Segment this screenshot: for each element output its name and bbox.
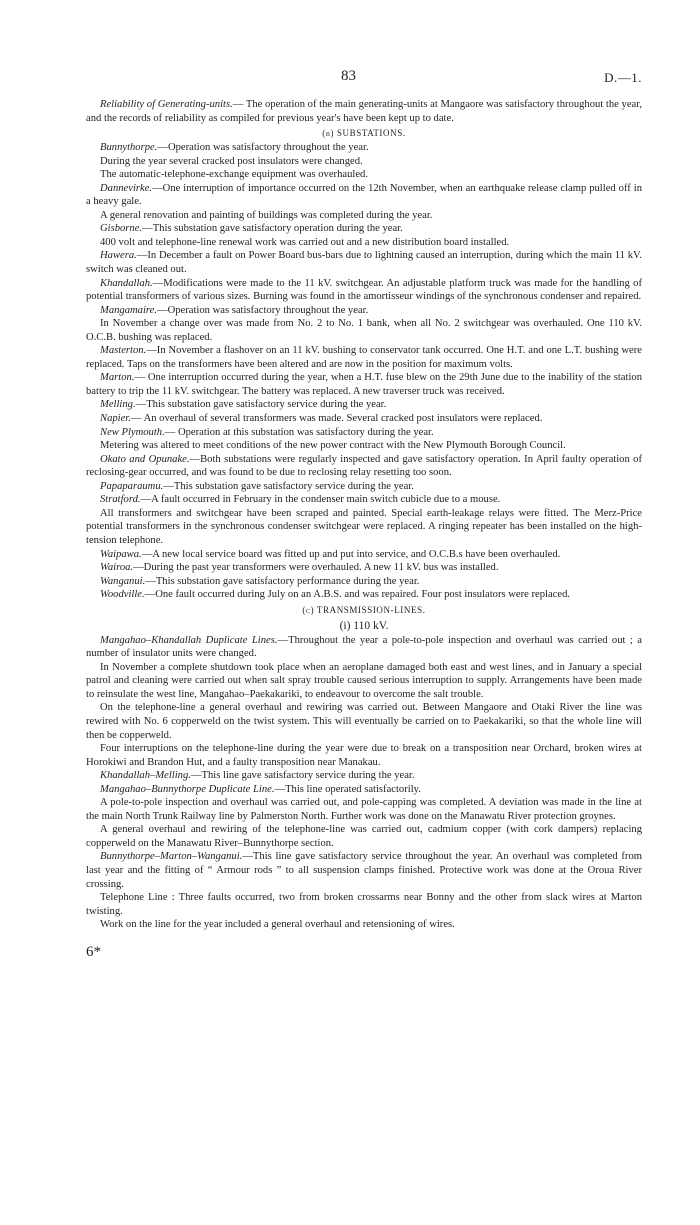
document-page bbox=[86, 68, 642, 961]
paragraph bbox=[86, 823, 642, 850]
paragraph bbox=[86, 783, 642, 797]
paragraph bbox=[86, 249, 642, 276]
paragraph bbox=[86, 98, 642, 125]
paragraph-text: —Modifications were made to the 11 kV. switchgear. An adjustable platform truck was made for the handling of potential transformers of various sizes. Burning was found in the amortisseur windings of the synchronous condenser and repaired. bbox=[86, 277, 642, 303]
paragraph-text: —Both substations were regularly inspected and gave satisfactory operation. In April faulty operation of reclosing-gear occurred, and was found to be due to reclosing relay resetting too soon. bbox=[86, 453, 642, 479]
paragraph-lead: Wairoa. bbox=[100, 562, 134, 574]
paragraph-text: —During the past year transformers were overhauled. A new 11 kV. bus was installed. bbox=[133, 562, 499, 574]
paragraph-text: —This line operated satisfactorily. bbox=[274, 783, 421, 795]
paragraph-lead: Dannevirke. bbox=[100, 182, 153, 194]
paragraph bbox=[86, 182, 642, 209]
paragraph-lead: Mangamaire. bbox=[100, 304, 157, 316]
paragraph-lead: Khandallah–Melling. bbox=[100, 770, 191, 782]
body-text bbox=[86, 98, 642, 932]
paragraph-text: —One interruption of importance occurred on the 12th November, when an earthquake release clamp pulled off in a heavy gale. bbox=[86, 182, 642, 208]
paragraph-text: During the year several cracked post insulators were changed. bbox=[100, 155, 363, 167]
paragraph bbox=[86, 742, 642, 769]
page-number: 83 bbox=[341, 68, 356, 84]
paragraph-text: Four interruptions on the telephone-line during the year were due to break on a transposition near Orchard, broken wires at Horokiwi and Brandon Hut, and a faulty transposition near Manakau. bbox=[86, 743, 642, 768]
paragraph bbox=[86, 918, 642, 932]
paragraph-text: Telephone Line : Three faults occurred, two from broken crossarms near Bonny and the other from slack wires at Marton twisting. bbox=[86, 892, 642, 917]
paragraph bbox=[86, 493, 642, 507]
paragraph-text: —Operation was satisfactory throughout the year. bbox=[157, 142, 369, 154]
paragraph-text: In November a change over was made from No. 2 to No. 1 bank, when all No. 2 switchgear was overhauled. One 110 kV. O.C.B. bushing was replaced. bbox=[86, 318, 642, 343]
paragraph-text: —Operation was satisfactory throughout the year. bbox=[156, 304, 369, 316]
paragraph-text: Metering was altered to meet conditions of the new power contract with the New Plymouth Borough Council. bbox=[100, 440, 566, 452]
paragraph bbox=[86, 548, 642, 562]
paragraph-text: 400 volt and telephone-line renewal work was carried out and a new distribution board installed. bbox=[100, 236, 510, 248]
paragraph bbox=[86, 588, 642, 602]
paragraph bbox=[86, 561, 642, 575]
paragraph-text: — Operation at this substation was satisfactory during the year. bbox=[164, 426, 434, 438]
paragraph-lead: Papaparaumu. bbox=[100, 480, 164, 492]
paragraph-text: —A fault occurred in February in the condenser main switch cubicle due to a mouse. bbox=[140, 494, 501, 506]
paragraph-text: Work on the line for the year included a general overhaul and retensioning of wires. bbox=[100, 919, 455, 931]
paragraph-lead: Khandallah. bbox=[100, 277, 153, 289]
paragraph-text: —This line gave satisfactory service throughout the year. An overhaul was completed from last year and the fitting of “ Armour rods ” to all suspension clamps finished. Protective work was done at the Oroua River crossing. bbox=[86, 851, 642, 890]
paragraph-lead: Napier. bbox=[100, 413, 131, 425]
paragraph bbox=[86, 575, 642, 589]
subsection-heading: (i) 110 kV. bbox=[339, 619, 389, 632]
paragraph bbox=[86, 412, 642, 426]
paragraph-text: — One interruption occurred during the year, when a H.T. fuse blew on the 29th June due to the inability of the station battery to trip the 11 kV. switchgear. The battery was replaced. A new traverser truck was received. bbox=[86, 372, 642, 397]
paragraph-lead: Masterton. bbox=[100, 345, 147, 357]
paragraph bbox=[86, 507, 642, 548]
paragraph-lead: Waipawa. bbox=[100, 548, 142, 560]
paragraph-text: —One fault occurred during July on an A.B.S. and was repaired. Four post insulators were replaced. bbox=[144, 589, 571, 601]
paragraph-text: On the telephone-line a general overhaul and rewiring was carried out. Between Mangaore and Otaki River the line was rewired with No. 6 copperweld on the twist system. This will eventually be carried on to Paekakariki, so that the whole line will then be copperweld. bbox=[86, 702, 642, 741]
paragraph-text: — The operation of the main generating-units at Mangaore was satisfactory throughout the year, and the records of reliability as compiled for previous year's have been kept up to date. bbox=[86, 99, 642, 124]
paragraph-text: —This substation gave satisfactory service during the year. bbox=[135, 399, 387, 411]
paragraph bbox=[86, 344, 642, 371]
paragraph-text: —In November a flashover on an 11 kV. bushing to conservator tank occurred. One H.T. and one L.T. bushing were replaced. Taps on the transformers have been altered and are now in the position for maximum volts. bbox=[86, 345, 642, 370]
paragraph-text: A pole-to-pole inspection and overhaul was carried out, and pole-capping was completed. A deviation was made in the line at the main North Trunk Railway line by Palmerston North. Further work was done on the Manawatu River protection groynes. bbox=[86, 797, 642, 822]
paragraph-text: A general renovation and painting of buildings was completed during the year. bbox=[100, 209, 433, 221]
paragraph bbox=[86, 317, 642, 344]
paragraph-text: —In December a fault on Power Board bus-bars due to lightning caused an interruption, during which the main 11 kV. switch was cleaned out. bbox=[86, 250, 642, 276]
paragraph-lead: Stratford. bbox=[100, 494, 141, 506]
paragraph-text: —Throughout the year a pole-to-pole inspection and overhaul was carried out ; a number of insulator units were changed. bbox=[86, 634, 642, 660]
signature-mark: 6* bbox=[86, 943, 101, 960]
paragraph bbox=[86, 661, 642, 702]
paragraph bbox=[86, 141, 642, 155]
paragraph-text: —This substation gave satisfactory operation during the year. bbox=[142, 223, 403, 235]
paragraph-text: —This substation gave satisfactory service during the year. bbox=[163, 480, 414, 492]
document-reference: D.—1. bbox=[604, 70, 642, 85]
paragraph-lead: Melling. bbox=[100, 399, 136, 411]
paragraph-lead: Woodville. bbox=[100, 589, 145, 601]
paragraph-text: — An overhaul of several transformers was made. Several cracked post insulators were replaced. bbox=[130, 413, 543, 425]
section-heading-text: (b) SUBSTATIONS. bbox=[322, 128, 406, 139]
paragraph bbox=[86, 480, 642, 494]
paragraph-lead: Bunnythorpe. bbox=[100, 142, 158, 154]
paragraph bbox=[86, 304, 642, 318]
paragraph bbox=[86, 398, 642, 412]
paragraph bbox=[86, 222, 642, 236]
paragraph-text: —This line gave satisfactory service during the year. bbox=[190, 770, 415, 782]
section-heading-text: (c) TRANSMISSION-LINES. bbox=[302, 604, 426, 615]
page-header bbox=[86, 68, 642, 98]
paragraph-text: —A new local service board was fitted up and put into service, and O.C.B.s have been overhauled. bbox=[141, 548, 561, 560]
paragraph bbox=[86, 209, 642, 223]
paragraph bbox=[86, 796, 642, 823]
paragraph bbox=[86, 155, 642, 169]
paragraph-lead: Okato and Opunake. bbox=[100, 453, 190, 465]
paragraph bbox=[86, 891, 642, 918]
paragraph bbox=[86, 701, 642, 742]
paragraph-text: —This substation gave satisfactory performance during the year. bbox=[145, 575, 420, 587]
paragraph-lead: Hawera. bbox=[100, 250, 137, 262]
paragraph bbox=[86, 634, 642, 661]
paragraph-lead: Bunnythorpe–Marton–Wanganui. bbox=[100, 851, 243, 863]
section-heading bbox=[86, 126, 642, 140]
paragraph bbox=[86, 769, 642, 783]
paragraph bbox=[86, 277, 642, 304]
paragraph-lead: Mangahao–Bunnythorpe Duplicate Line. bbox=[100, 783, 275, 795]
section-heading bbox=[86, 603, 642, 617]
paragraph bbox=[86, 236, 642, 250]
paragraph-text: In November a complete shutdown took place when an aeroplane damaged both east and west lines, and in January a special patrol and cleaning were carried out when salt spray trouble caused serious interruption to supply. Arrangements have been made to reinsulate the west line, Mangahao–Paekakariki, to endeavour to overcome the salt trouble. bbox=[86, 661, 642, 700]
paragraph bbox=[86, 371, 642, 398]
paragraph-lead: New Plymouth. bbox=[100, 426, 165, 438]
paragraph bbox=[86, 850, 642, 891]
paragraph-lead: Mangahao–Khandallah Duplicate Lines. bbox=[100, 634, 278, 646]
paragraph-text: The automatic-telephone-exchange equipment was overhauled. bbox=[100, 169, 368, 181]
paragraph-lead: Marton. bbox=[100, 372, 135, 384]
paragraph-text: A general overhaul and rewiring of the telephone-line was carried out, cadmium copper (with cork dampers) replacing copperweld on the Manawatu River–Bunnythorpe section. bbox=[86, 824, 642, 849]
paragraph bbox=[86, 453, 642, 480]
paragraph bbox=[86, 426, 642, 440]
paragraph bbox=[86, 168, 642, 182]
paragraph-lead: Gisborne. bbox=[100, 223, 143, 235]
paragraph bbox=[86, 439, 642, 453]
paragraph-lead: Wanganui. bbox=[100, 575, 146, 587]
paragraph-text: All transformers and switchgear have been scraped and painted. Special earth-leakage relays were fitted. The Merz-Price potential transformers in the synchronous condenser switchgear were replaced. A ringing repeater has been installed on the high-tension telephone. bbox=[86, 507, 642, 546]
paragraph-lead: Reliability of Generating-units. bbox=[100, 99, 233, 110]
